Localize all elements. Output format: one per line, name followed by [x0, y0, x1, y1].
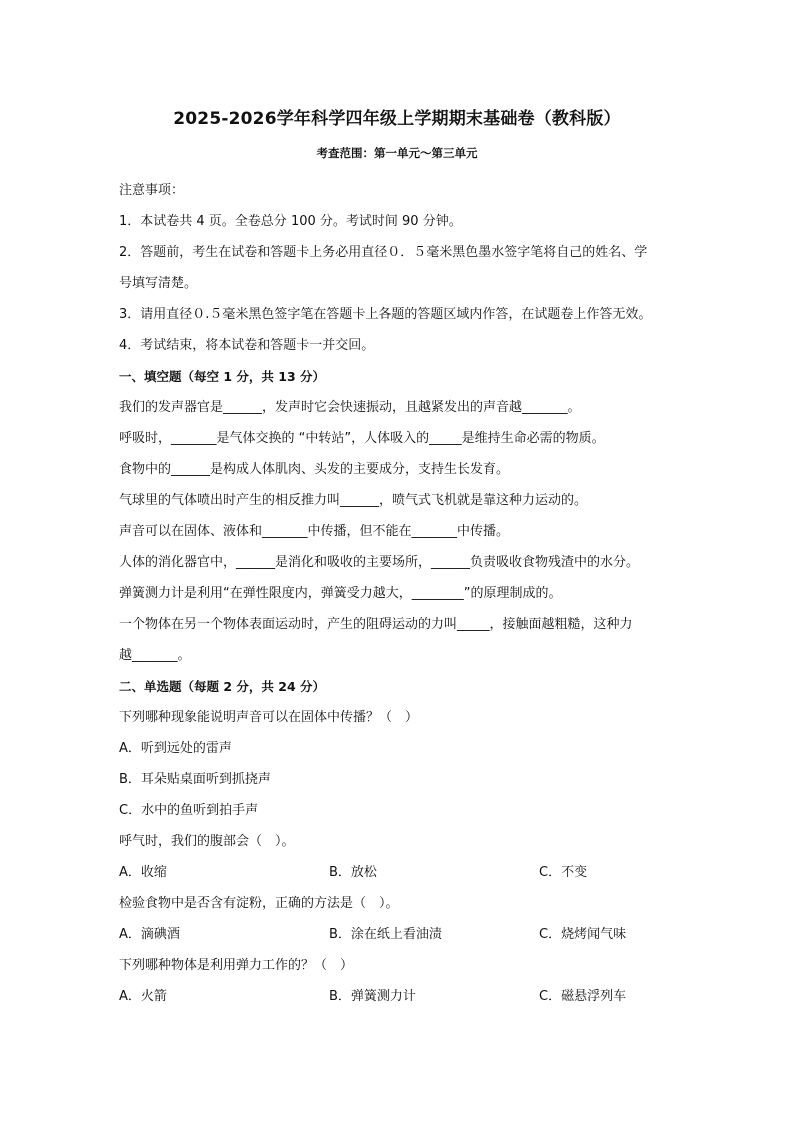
section-fill-blank-heading: 一、填空题（每空 1 分，共 13 分）: [119, 369, 326, 384]
choice-question-stem: 下列哪种物体是利用弹力工作的？（ ）: [119, 958, 354, 973]
note-item: 1．本试卷共 4 页。全卷总分 100 分。考试时间 90 分钟。: [119, 214, 462, 229]
choice-option: A．听到远处的雷声: [119, 741, 232, 756]
fill-blank-question-continued: 越_______。: [119, 648, 191, 663]
choice-option: C．磁悬浮列车: [539, 989, 627, 1004]
document-title: 2025-2026学年科学四年级上学期期末基础卷（教科版）: [173, 109, 621, 129]
choice-question-stem: 检验食物中是否含有淀粉，正确的方法是（ ）。: [119, 896, 399, 911]
note-item: 3．请用直径０.５毫米黑色签字笔在答题卡上各题的答题区域内作答，在试题卷上作答无效。: [119, 307, 652, 322]
section-single-choice-heading: 二、单选题（每题 2 分，共 24 分）: [119, 679, 326, 694]
choice-option: A．滴碘酒: [119, 927, 180, 942]
choice-option: A．火箭: [119, 989, 167, 1004]
choice-option: B．弹簧测力计: [329, 989, 416, 1004]
choice-option: B．涂在纸上看油渍: [329, 927, 442, 942]
fill-blank-question: 弹簧测力计是利用“在弹性限度内，弹簧受力越大，________”的原理制成的。: [119, 586, 562, 601]
note-item: 2．答题前，考生在试卷和答题卡上务必用直径０．５毫米黑色墨水签字笔将自己的姓名、学: [119, 245, 648, 260]
choice-options-row: [119, 857, 679, 888]
fill-blank-question: 呼吸时，_______是气体交换的 “中转站”，人体吸入的_____是维持生命必需的物质。: [119, 431, 605, 446]
choice-option: C．烧烤闻气味: [539, 927, 627, 942]
note-item: 号填写清楚。: [119, 276, 198, 291]
choice-options-row: [119, 919, 679, 950]
note-item: 4．考试结束，将本试卷和答题卡一并交回。: [119, 338, 375, 353]
choice-option: B．放松: [329, 865, 377, 880]
choice-option: B．耳朵贴桌面听到抓挠声: [119, 772, 271, 787]
choice-question-stem: 下列哪种现象能说明声音可以在固体中传播？（ ）: [119, 710, 419, 725]
fill-blank-question: 声音可以在固体、液体和_______中传播，但不能在_______中传播。: [119, 524, 510, 539]
choice-question-stem: 呼气时，我们的腹部会（ ）。: [119, 834, 295, 849]
fill-blank-question: 人体的消化器官中，______是消化和吸收的主要场所，______负责吸收食物残渣中的水分。: [119, 555, 640, 570]
notes-heading: 注意事项：: [119, 183, 185, 198]
fill-blank-question: 食物中的______是构成人体肌肉、头发的主要成分，支持生长发育。: [119, 462, 510, 477]
choice-options-row: [119, 981, 679, 1012]
choice-option: C．不变: [539, 865, 588, 880]
choice-option: A．收缩: [119, 865, 167, 880]
choice-option: C．水中的鱼听到拍手声: [119, 803, 259, 818]
fill-blank-question: 我们的发声器官是______，发声时它会快速振动，且越紧发出的声音越_______。: [119, 400, 581, 415]
fill-blank-question: 气球里的气体喷出时产生的相反推力叫______，喷气式飞机就是靠这种力运动的。: [119, 493, 588, 508]
document-body: [119, 175, 679, 1012]
document-subtitle: 考查范围：第一单元～第三单元: [316, 146, 478, 160]
fill-blank-question: 一个物体在另一个物体表面运动时，产生的阻碍运动的力叫_____，接触面越粗糙，这种力: [119, 617, 633, 632]
